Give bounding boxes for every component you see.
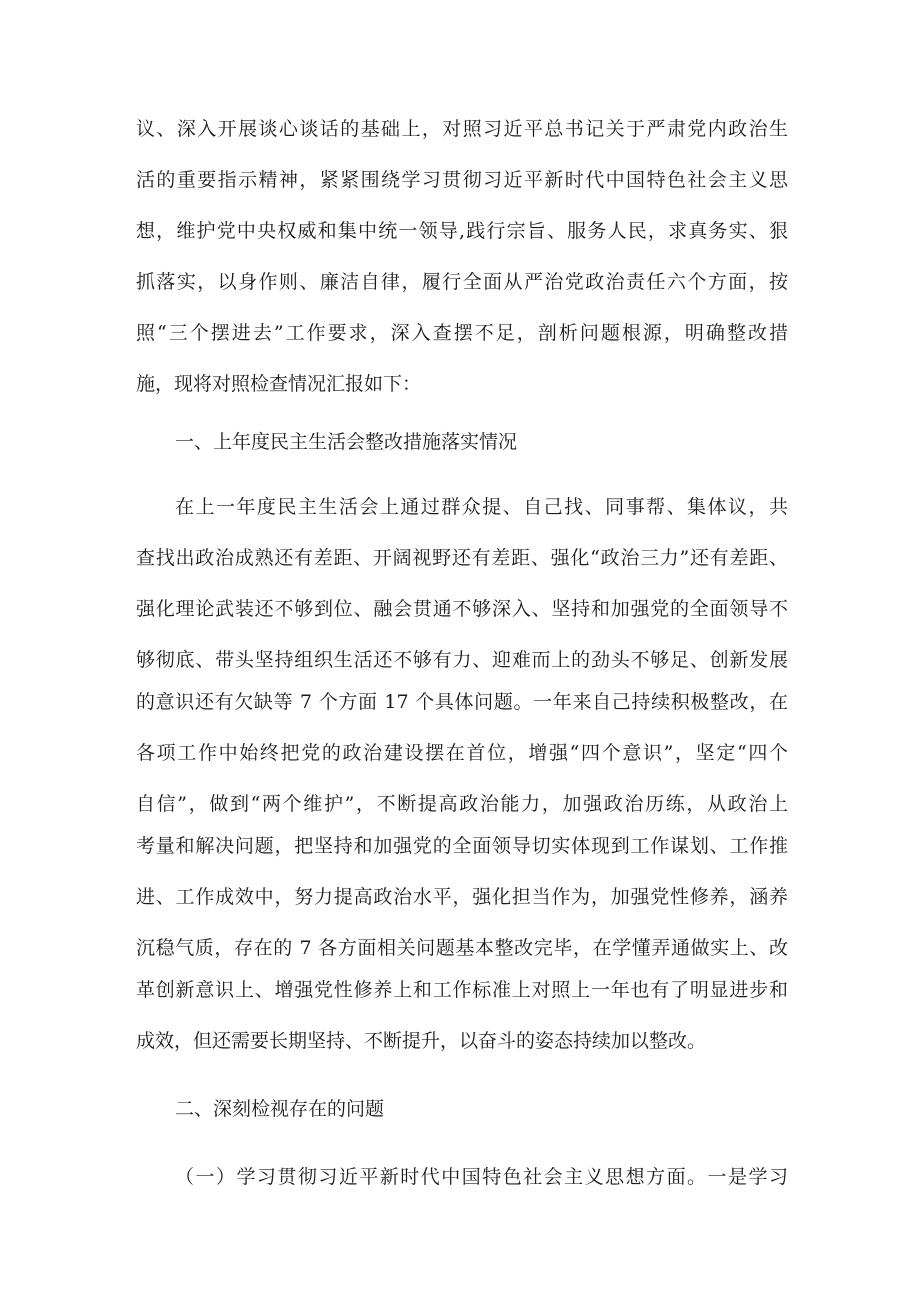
intro-line-2: 活的重要指示精神，紧紧围绕学习贯彻习近平新时代中国特色社会主义思 — [136, 169, 788, 191]
section-heading-1: 一、上年度民主生活会整改措施落实情况 — [175, 431, 518, 453]
intro-line-1: 议、深入开展谈心谈话的基础上，对照习近平总书记关于严肃党内政治生 — [136, 118, 788, 140]
intro-line-3: 想，维护党中央权威和集中统一领导,践行宗旨、服务人民，求真务实、狠 — [136, 220, 788, 242]
section1-line-1: 在上一年度民主生活会上通过群众提、自己找、同事帮、集体议，共 — [175, 496, 788, 518]
section1-line-4: 够彻底、带头坚持组织生活还不够有力、迎难而上的劲头不够足、创新发展 — [136, 649, 788, 671]
section1-line-9: 进、工作成效中，努力提高政治水平，强化担当作为，加强党性修养，涵养 — [136, 886, 788, 908]
section1-line-12: 成效，但还需要长期坚持、不断提升，以奋斗的姿态持续加以整改。 — [136, 1030, 707, 1052]
section1-line-10: 沉稳气质，存在的 7 各方面相关问题基本整改完毕，在学懂弄通做实上、改 — [136, 937, 788, 959]
section-heading-2: 二、深刻检视存在的问题 — [175, 1098, 385, 1120]
section1-line-6: 各项工作中始终把党的政治建设摆在首位，增强“四个意识”，坚定“四个 — [136, 742, 788, 764]
section1-line-8: 考量和解决问题，把坚持和加强党的全面领导切实体现到工作谋划、工作推 — [136, 835, 788, 857]
section2-line-1: （一）学习贯彻习近平新时代中国特色社会主义思想方面。一是学习 — [175, 1166, 788, 1188]
intro-line-5: 照“三个摆进去”工作要求，深入查摆不足，剖析问题根源，明确整改措 — [136, 322, 788, 344]
section1-line-5: 的意识还有欠缺等 7 个方面 17 个具体问题。一年来自己持续积极整改，在 — [136, 691, 788, 713]
section1-line-2: 查找出政治成熟还有差距、开阔视野还有差距、强化“政治三力”还有差距、 — [136, 547, 788, 569]
section1-line-11: 革创新意识上、增强党性修养上和工作标准上对照上一年也有了明显进步和 — [136, 979, 788, 1001]
section1-line-7: 自信”，做到“两个维护”，不断提高政治能力，加强政治历练，从政治上 — [136, 793, 788, 815]
intro-line-4: 抓落实，以身作则、廉洁自律，履行全面从严治党政治责任六个方面，按 — [136, 271, 788, 293]
intro-line-6: 施，现将对照检查情况汇报如下： — [136, 373, 422, 395]
section1-line-3: 强化理论武装还不够到位、融会贯通不够深入、坚持和加强党的全面领导不 — [136, 598, 788, 620]
